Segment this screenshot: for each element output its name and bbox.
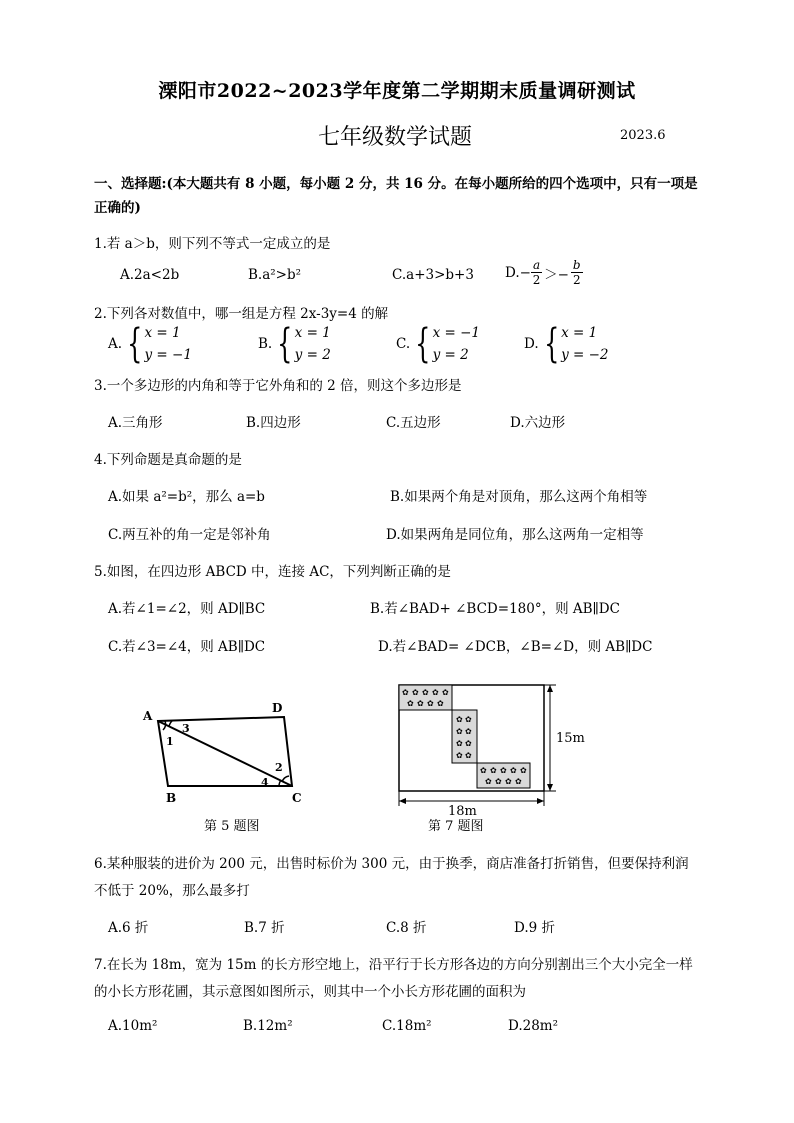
q6-option-d: D.9 折 <box>514 920 556 936</box>
arrow-up-icon <box>547 685 553 692</box>
q3-option-b: B.四边形 <box>246 415 301 431</box>
figure-5-quadrilateral <box>138 696 310 808</box>
brace-icon: { <box>415 321 431 367</box>
svg-text:✿: ✿ <box>427 699 434 708</box>
q2-c-eq2: y = 2 <box>432 347 469 363</box>
svg-text:✿: ✿ <box>465 715 472 724</box>
q2-b-eq2: y = 2 <box>294 347 331 363</box>
svg-text:✿: ✿ <box>490 766 497 775</box>
q2-b-label: B. <box>258 336 273 352</box>
q7-option-b: B.12m² <box>243 1018 293 1034</box>
frac2-denominator: 2 <box>572 273 581 287</box>
svg-text:✿: ✿ <box>456 715 463 724</box>
svg-text:✿: ✿ <box>485 777 492 786</box>
q4-option-b: B.如果两个角是对顶角，那么这两个角相等 <box>390 489 648 505</box>
q2-option-a <box>108 322 192 366</box>
angle-label-3: 3 <box>182 722 190 735</box>
frac1-denominator: 2 <box>532 273 541 287</box>
brace-icon: { <box>543 321 560 367</box>
vertex-label-a: A <box>143 709 153 723</box>
svg-text:✿: ✿ <box>432 688 439 697</box>
vertex-label-d: D <box>272 701 283 715</box>
q7-option-d: D.28m² <box>508 1018 559 1034</box>
q4-option-c: C.两互补的角一定是邻补角 <box>108 527 271 543</box>
height-label: 15m <box>556 731 585 746</box>
svg-text:✿: ✿ <box>442 688 449 697</box>
q3-option-a: A.三角形 <box>108 415 163 431</box>
q2-option-b <box>258 322 331 366</box>
q7-line2: 的小长方形花圃，其示意图如图所示，则其中一个小长方形花圃的面积为 <box>94 984 526 1000</box>
q2-b-eq1: x = 1 <box>294 325 331 341</box>
angle-label-2: 2 <box>275 761 283 774</box>
q1-option-d-mid: ＞− <box>544 266 569 283</box>
diagonal-ac <box>158 721 292 786</box>
angle-arc-c <box>282 776 289 782</box>
q2-option-c <box>396 322 480 366</box>
q6-line1: 6.某种服装的进价为 200 元，出售时标价为 300 元，由于换季，商店准备打折销售，但要保持利润 <box>94 856 689 872</box>
q2-c-eq1: x = −1 <box>432 325 481 341</box>
q1-option-b: B.a²>b² <box>248 267 302 283</box>
svg-text:✿: ✿ <box>465 751 472 760</box>
q1-option-d-frac1 <box>531 258 542 287</box>
section-heading-line1: 一、选择题:(本大题共有 8 小题，每小题 2 分，共 16 分。在每小题所给的四个选项中，只有一项是 <box>94 176 698 192</box>
q1-stem: 1.若 a＞b，则下列不等式一定成立的是 <box>94 236 331 252</box>
q1-option-a: A.2a<2b <box>120 267 180 283</box>
arrow-left-icon <box>399 798 406 804</box>
svg-text:✿: ✿ <box>515 777 522 786</box>
frac1-numerator: a <box>532 258 541 272</box>
q5-stem: 5.如图，在四边形 ABCD 中，连接 AC，下列判断正确的是 <box>94 564 451 580</box>
svg-text:✿: ✿ <box>456 751 463 760</box>
q2-d-eq2: y = −2 <box>561 347 609 363</box>
exam-date: 2023.6 <box>620 128 666 143</box>
brace-icon: { <box>127 321 143 367</box>
q6-option-b: B.7 折 <box>244 920 285 936</box>
q1-option-d-frac2 <box>571 258 583 287</box>
q5-option-a: A.若∠1=∠2，则 AD∥BC <box>108 601 266 617</box>
svg-text:✿: ✿ <box>407 699 414 708</box>
svg-text:✿: ✿ <box>437 699 444 708</box>
svg-text:✿: ✿ <box>500 766 507 775</box>
figure-5-caption: 第 5 题图 <box>204 819 260 834</box>
q1-option-c: C.a+3>b+3 <box>392 267 474 283</box>
q2-c-label: C. <box>396 336 411 352</box>
q7-line1: 7.在长为 18m，宽为 15m 的长方形空地上，沿平行于长方形各边的方向分别割出三个大小完全一样 <box>94 957 693 973</box>
figure-7-caption: 第 7 题图 <box>428 819 484 834</box>
svg-text:✿: ✿ <box>456 739 463 748</box>
width-label: 18m <box>448 804 477 816</box>
q3-stem: 3.一个多边形的内角和等于它外角和的 2 倍，则这个多边形是 <box>94 378 462 394</box>
svg-text:✿: ✿ <box>510 766 517 775</box>
q7-option-c: C.18m² <box>382 1018 432 1034</box>
svg-text:✿: ✿ <box>417 699 424 708</box>
vertex-label-b: B <box>166 791 177 805</box>
q6-option-a: A.6 折 <box>108 920 149 936</box>
q4-option-a: A.如果 a²=b²，那么 a=b <box>108 489 265 505</box>
q2-option-d <box>524 322 609 366</box>
svg-text:✿: ✿ <box>456 727 463 736</box>
brace-icon: { <box>277 321 293 367</box>
svg-text:✿: ✿ <box>505 777 512 786</box>
svg-text:✿: ✿ <box>520 766 527 775</box>
section-heading-line2: 正确的) <box>94 200 141 216</box>
angle-label-4: 4 <box>261 776 269 789</box>
q2-d-label: D. <box>524 336 539 352</box>
angle-label-1: 1 <box>166 735 174 748</box>
q3-option-c: C.五边形 <box>386 415 441 431</box>
q2-stem: 2.下列各对数值中，哪一组是方程 2x-3y=4 的解 <box>94 306 389 322</box>
q2-a-eq2: y = −1 <box>144 347 192 363</box>
q7-option-a: A.10m² <box>108 1018 158 1034</box>
q1-option-d-prefix: D.− <box>505 264 531 281</box>
frac2-numerator: b <box>572 258 581 272</box>
svg-text:✿: ✿ <box>412 688 419 697</box>
q2-a-eq1: x = 1 <box>144 325 181 341</box>
arrow-right-icon <box>537 798 544 804</box>
q4-stem: 4.下列命题是真命题的是 <box>94 452 242 468</box>
svg-text:✿: ✿ <box>480 766 487 775</box>
q4-option-d: D.如果两角是同位角，那么这两角一定相等 <box>386 527 644 543</box>
exam-title: 溧阳市2022~2023学年度第二学期期末质量调研测试 <box>158 80 636 102</box>
vertex-label-c: C <box>292 791 302 805</box>
q5-option-b: B.若∠BAD+ ∠BCD=180°，则 AB∥DC <box>370 601 620 617</box>
q1-option-d <box>505 258 583 287</box>
q2-a-label: A. <box>108 336 123 352</box>
q3-option-d: D.六边形 <box>510 415 566 431</box>
svg-text:✿: ✿ <box>402 688 409 697</box>
svg-text:✿: ✿ <box>465 727 472 736</box>
svg-text:✿: ✿ <box>422 688 429 697</box>
q6-option-c: C.8 折 <box>386 920 427 936</box>
figure-7-rectangle <box>390 676 620 816</box>
svg-text:✿: ✿ <box>465 739 472 748</box>
arrow-down-icon <box>547 784 553 791</box>
svg-text:✿: ✿ <box>495 777 502 786</box>
q6-line2: 不低于 20%，那么最多打 <box>94 883 250 899</box>
exam-subtitle: 七年级数学试题 <box>318 125 473 150</box>
q5-option-d: D.若∠BAD= ∠DCB，∠B=∠D，则 AB∥DC <box>378 639 653 655</box>
q5-option-c: C.若∠3=∠4，则 AB∥DC <box>108 639 266 655</box>
angle-arc-a <box>163 721 166 730</box>
q2-d-eq1: x = 1 <box>561 325 598 341</box>
